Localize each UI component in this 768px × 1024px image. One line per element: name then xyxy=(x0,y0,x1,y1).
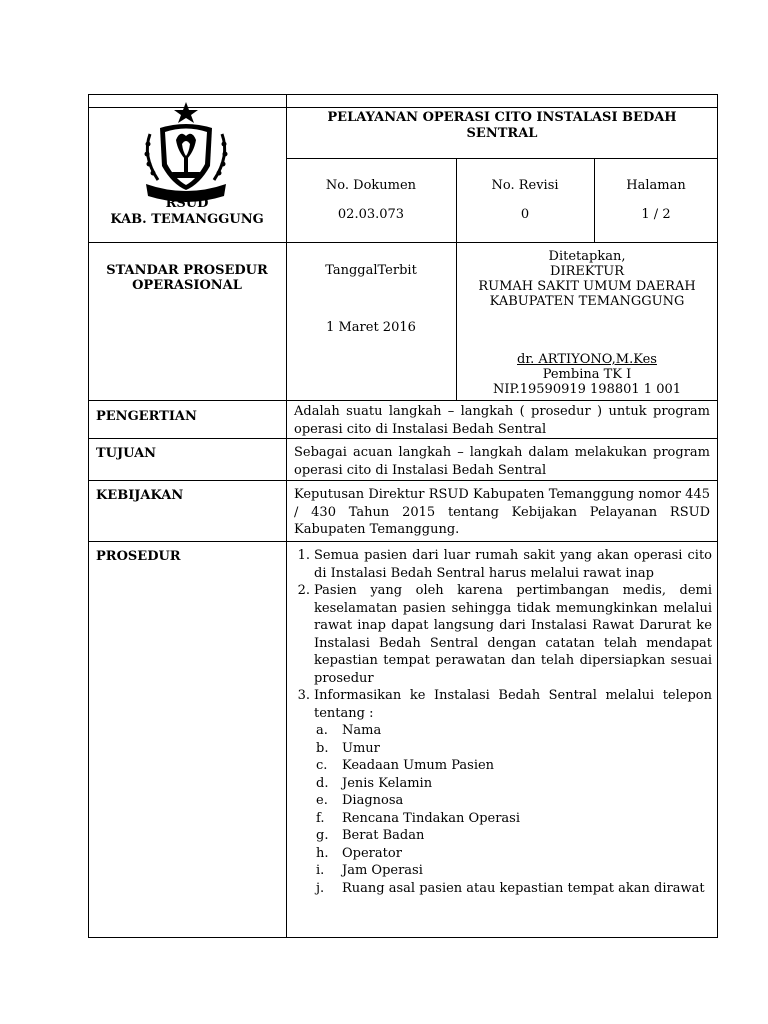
subitem-text: Rencana Tindakan Operasi xyxy=(342,810,521,826)
procedure-item-number: 3. xyxy=(297,688,310,703)
procedure-item-text: Pasien yang oleh karena pertimbangan medis, demi keselamatan pasien sehingga tidak memungkinkan melalui rawat inap dapat langsung dari Instalasi Rawat Darurat ke Instalasi Bedah Sentral dengan catatan telah mendapat kepastian tempat perawatan dan telah dipersiapkan sesuai prosedur xyxy=(314,583,712,686)
subitem-letter: f. xyxy=(316,810,325,826)
list-item xyxy=(314,792,712,810)
subitem-text: Operator xyxy=(342,845,402,861)
procedure-item-text: Informasikan ke Instalasi Bedah Sentral melalui telepon tentang : xyxy=(314,688,712,721)
subitem-text: Berat Badan xyxy=(342,828,425,843)
prosedur-label: PROSEDUR xyxy=(96,549,181,564)
list-item xyxy=(314,722,712,740)
page-value: 1 / 2 xyxy=(641,207,671,222)
procedure-list xyxy=(290,547,712,897)
issue-date-label: TanggalTerbit xyxy=(325,263,417,278)
subitem-letter: i. xyxy=(316,863,325,878)
issue-date-value: 1 Maret 2016 xyxy=(326,320,416,335)
list-item xyxy=(314,862,712,880)
subitem-letter: h. xyxy=(316,845,329,861)
subitem-letter: g. xyxy=(316,828,329,843)
kebijakan-label: KEBIJAKAN xyxy=(96,488,184,503)
document-title xyxy=(296,110,708,142)
sop-label-line2: OPERASIONAL xyxy=(132,278,242,293)
sop-label-line1: STANDAR PROSEDUR xyxy=(106,263,268,278)
rule-title-bottom xyxy=(286,158,718,159)
revision-value: 0 xyxy=(520,207,530,222)
subitem-text: Jenis Kelamin xyxy=(342,775,433,791)
rule-tujuan-bottom xyxy=(88,480,718,481)
subitem-text: Umur xyxy=(342,740,380,756)
doc-number-value: 02.03.073 xyxy=(337,207,405,222)
pengertian-label: PENGERTIAN xyxy=(96,409,197,424)
subitem-letter: c. xyxy=(316,758,328,773)
signer-nip: NIP.19590919 198801 1 001 xyxy=(492,382,682,397)
procedure-item-3 xyxy=(290,687,712,722)
rule-header-bottom xyxy=(88,242,718,243)
rule-sop-bottom xyxy=(88,400,718,401)
org-name-kabupaten: KAB. TEMANGGUNG xyxy=(110,212,264,227)
signer-name: dr. ARTIYONO,M.Kes xyxy=(517,352,657,367)
procedure-item-1 xyxy=(290,547,712,582)
procedure-item-number: 1. xyxy=(297,548,310,563)
subitem-text: Jam Operasi xyxy=(342,863,423,878)
subitem-text: Ruang asal pasien atau kepastian tempat akan dirawat xyxy=(342,880,705,896)
rule-page-column xyxy=(594,158,595,242)
doc-number-label: No. Dokumen xyxy=(325,178,417,193)
subitem-text: Diagnosa xyxy=(342,793,404,808)
procedure-subitem-list xyxy=(314,722,712,897)
list-item xyxy=(314,827,712,845)
list-item xyxy=(314,810,712,828)
tujuan-label: TUJUAN xyxy=(96,446,157,461)
list-item xyxy=(314,880,712,898)
subitem-letter: e. xyxy=(316,793,328,808)
subitem-text: Nama xyxy=(342,723,382,738)
signer-rank: Pembina TK I xyxy=(542,367,632,382)
revision-label: No. Revisi xyxy=(491,178,559,193)
approval-line4: KABUPATEN TEMANGGUNG xyxy=(489,294,685,309)
approval-line1: Ditetapkan, xyxy=(548,249,626,264)
procedure-item-text: Semua pasien dari luar rumah sakit yang akan operasi cito di Instalasi Bedah Sentral harus melalui rawat inap xyxy=(314,548,712,581)
rule-kebijakan-bottom xyxy=(88,541,718,542)
list-item xyxy=(314,775,712,793)
page-label: Halaman xyxy=(626,178,686,193)
list-item xyxy=(314,740,712,758)
pengertian-text: Adalah suatu langkah – langkah ( prosedur ) untuk program operasi cito di Instalasi Bedah Sentral xyxy=(294,404,710,437)
approval-line2: DIREKTUR xyxy=(550,264,624,279)
kebijakan-text: Keputusan Direktur RSUD Kabupaten Temanggung nomor 445 / 430 Tahun 2015 tentang Kebijakan Pelayanan RSUD Kabupaten Temanggung. xyxy=(294,487,710,537)
subitem-text: Keadaan Umum Pasien xyxy=(342,758,495,773)
procedure-item-2 xyxy=(290,582,712,687)
org-name-rsud: RSUD xyxy=(165,196,209,211)
temanggung-emblem-icon xyxy=(136,100,236,208)
subitem-letter: j. xyxy=(316,880,325,896)
list-item xyxy=(314,757,712,775)
procedure-item-number: 2. xyxy=(297,583,310,598)
rule-pengertian-bottom xyxy=(88,438,718,439)
subitem-letter: a. xyxy=(316,723,328,738)
tujuan-text: Sebagai acuan langkah – langkah dalam melakukan program operasi cito di Instalasi Bedah Sentral xyxy=(294,445,710,478)
subitem-letter: d. xyxy=(316,775,329,791)
document-title-text: PELAYANAN OPERASI CITO INSTALASI BEDAH SENTRAL xyxy=(327,110,677,141)
approval-line3: RUMAH SAKIT UMUM DAERAH xyxy=(478,279,696,294)
subitem-letter: b. xyxy=(316,740,329,756)
list-item xyxy=(314,845,712,863)
